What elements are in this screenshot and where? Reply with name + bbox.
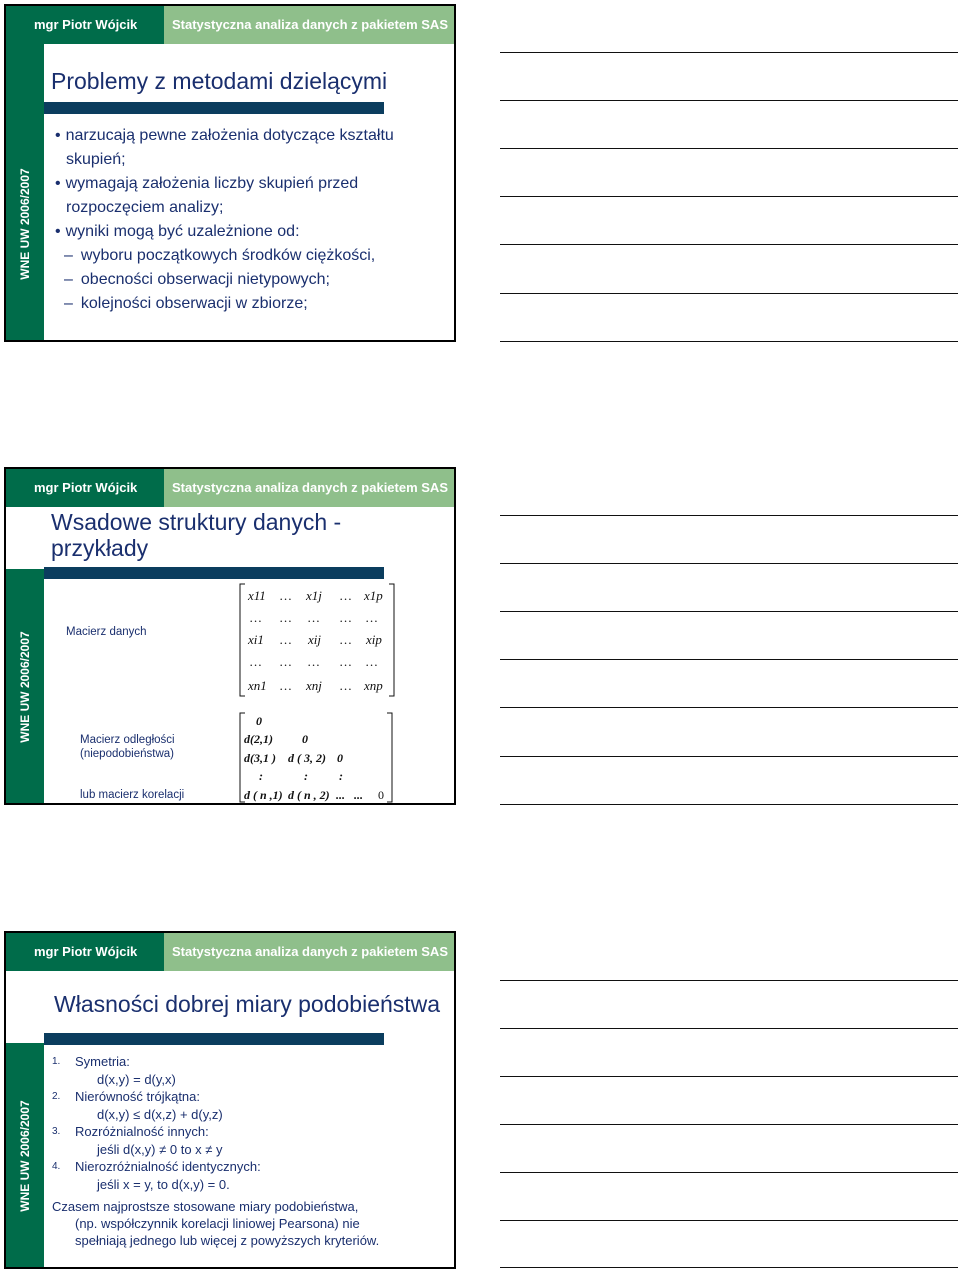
matrix-cell: …: [250, 610, 262, 625]
matrix-cell: …: [340, 610, 352, 625]
dash-item: – obecności obserwacji nietypowych;: [50, 268, 450, 292]
matrix-cell: xn1: [248, 678, 267, 693]
matrix-cell: …: [280, 588, 292, 603]
matrix-cell: …: [340, 654, 352, 669]
dash-item: – wyboru początkowych środków ciężkości,: [50, 244, 450, 268]
distance-matrix: [238, 710, 398, 806]
slide-title-line-1: Wsadowe struktury danych -: [51, 509, 342, 535]
list-item: 1. Symetria: d(x,y) = d(y,x): [52, 1054, 176, 1087]
title-bar: [44, 102, 384, 114]
side-label: WNE UW 2006/2007: [18, 1100, 32, 1212]
note-line: [500, 659, 958, 660]
dash-item: – kolejności obserwacji w zbiorze;: [50, 292, 450, 316]
matrix-cell: 0: [256, 714, 262, 728]
note-line: [500, 100, 958, 101]
matrix-cell: …: [340, 678, 352, 693]
matrix-cell: x1j: [306, 588, 322, 603]
label-correlation-matrix: lub macierz korelacji: [80, 789, 185, 801]
note-line: [500, 515, 958, 516]
label-data-matrix: Macierz danych: [66, 626, 147, 638]
course-header: Statystyczna analiza danych z pakietem SAS: [164, 469, 454, 507]
note-line: [500, 196, 958, 197]
slide-title-line-2: przykłady: [51, 535, 149, 561]
matrix-bracket-right: [386, 712, 394, 804]
matrix-cell: …: [340, 632, 352, 647]
matrix-cell: d(3,1 ): [244, 751, 276, 765]
matrix-cell: xnp: [364, 678, 383, 693]
matrix-cell: 0: [337, 751, 343, 765]
matrix-cell: ...: [354, 788, 363, 802]
matrix-cell: 0: [302, 732, 308, 746]
bullet-item: • wyniki mogą być uzależnione od:: [50, 220, 450, 244]
matrix-cell: d(2,1): [244, 732, 273, 746]
matrix-cell: x11: [248, 588, 266, 603]
matrix-cell: …: [280, 678, 292, 693]
matrix-cell: …: [308, 654, 320, 669]
author-header: mgr Piotr Wójcik: [6, 933, 164, 971]
note-line: [500, 293, 958, 294]
matrix-cell: d ( n , 2): [288, 788, 330, 802]
matrix-cell: …: [308, 610, 320, 625]
matrix-cell: …: [250, 654, 262, 669]
note-line: [500, 1028, 958, 1029]
bullet-item: • narzucają pewne założenia dotyczące kształtu: [50, 124, 450, 148]
matrix-cell: …: [280, 632, 292, 647]
slide-1: [4, 4, 456, 342]
matrix-cell: :: [339, 769, 343, 783]
matrix-cell: :: [259, 769, 263, 783]
matrix-cell: d ( n ,1): [244, 788, 283, 802]
matrix-cell: x1p: [364, 588, 383, 603]
slide-title: Własności dobrej miary podobieństwa: [54, 991, 441, 1017]
bullet-continuation: rozpoczęciem analizy;: [66, 199, 224, 216]
bullet-list: [50, 124, 450, 316]
matrix-cell: …: [366, 610, 378, 625]
matrix-cell: d ( 3, 2): [288, 751, 326, 765]
label-distance-matrix-2: (niepodobieństwa): [80, 748, 174, 760]
matrix-cell: xnj: [306, 678, 322, 693]
matrix-cell: xip: [366, 632, 382, 647]
author-header: mgr Piotr Wójcik: [6, 6, 164, 44]
side-label: WNE UW 2006/2007: [18, 631, 32, 743]
note-line: [500, 1220, 958, 1221]
matrix-cell: ...: [336, 788, 345, 802]
matrix-cell: …: [280, 610, 292, 625]
list-item: 2. Nierówność trójkątna: d(x,y) ≤ d(x,z) + d(y,z): [52, 1089, 223, 1122]
title-bar: [44, 1033, 384, 1045]
matrix-cell: …: [280, 654, 292, 669]
note-line: [500, 1124, 958, 1125]
title-bar: [44, 567, 384, 579]
matrix-cell: …: [340, 588, 352, 603]
closing-paragraph: Czasem najprostsze stosowane miary podobieństwa, (np. współczynnik korelacji liniowej Pearsona) nie spełniają jednego lub więcej z powyższych kryteriów.: [52, 1199, 380, 1248]
note-line: [500, 563, 958, 564]
matrix-bracket-left: [238, 582, 246, 700]
side-label: WNE UW 2006/2007: [18, 168, 32, 280]
list-item: 4. Nierozróżnialność identycznych: jeśli x = y, to d(x,y) = 0.: [52, 1159, 261, 1192]
note-line: [500, 611, 958, 612]
note-line: [500, 756, 958, 757]
bullet-continuation: skupień;: [66, 151, 126, 168]
matrix-cell: xi1: [248, 632, 264, 647]
course-header: Statystyczna analiza danych z pakietem SAS: [164, 6, 454, 44]
label-distance-matrix-1: Macierz odległości: [80, 734, 175, 746]
note-line: [500, 980, 958, 981]
data-matrix: [238, 582, 388, 700]
note-line: [500, 244, 958, 245]
properties-list: [48, 1053, 448, 1193]
note-line: [500, 1076, 958, 1077]
course-header: Statystyczna analiza danych z pakietem SAS: [164, 933, 454, 971]
note-line: [500, 1267, 958, 1268]
matrix-cell: :: [304, 769, 308, 783]
slide-title: Problemy z metodami dzielącymi: [51, 68, 388, 94]
bullet-item: • wymagają założenia liczby skupień przed: [50, 172, 450, 196]
note-line: [500, 52, 958, 53]
author-header: mgr Piotr Wójcik: [6, 469, 164, 507]
matrix-cell: 0: [378, 788, 384, 802]
matrix-bracket-right: [388, 582, 396, 700]
list-item: 3. Rozróżnialność innych: jeśli d(x,y) ≠ 0 to x ≠ y: [52, 1124, 223, 1157]
note-line: [500, 148, 958, 149]
note-line: [500, 804, 958, 805]
note-line: [500, 707, 958, 708]
matrix-cell: …: [366, 654, 378, 669]
note-line: [500, 341, 958, 342]
note-line: [500, 1172, 958, 1173]
matrix-cell: xij: [308, 632, 321, 647]
